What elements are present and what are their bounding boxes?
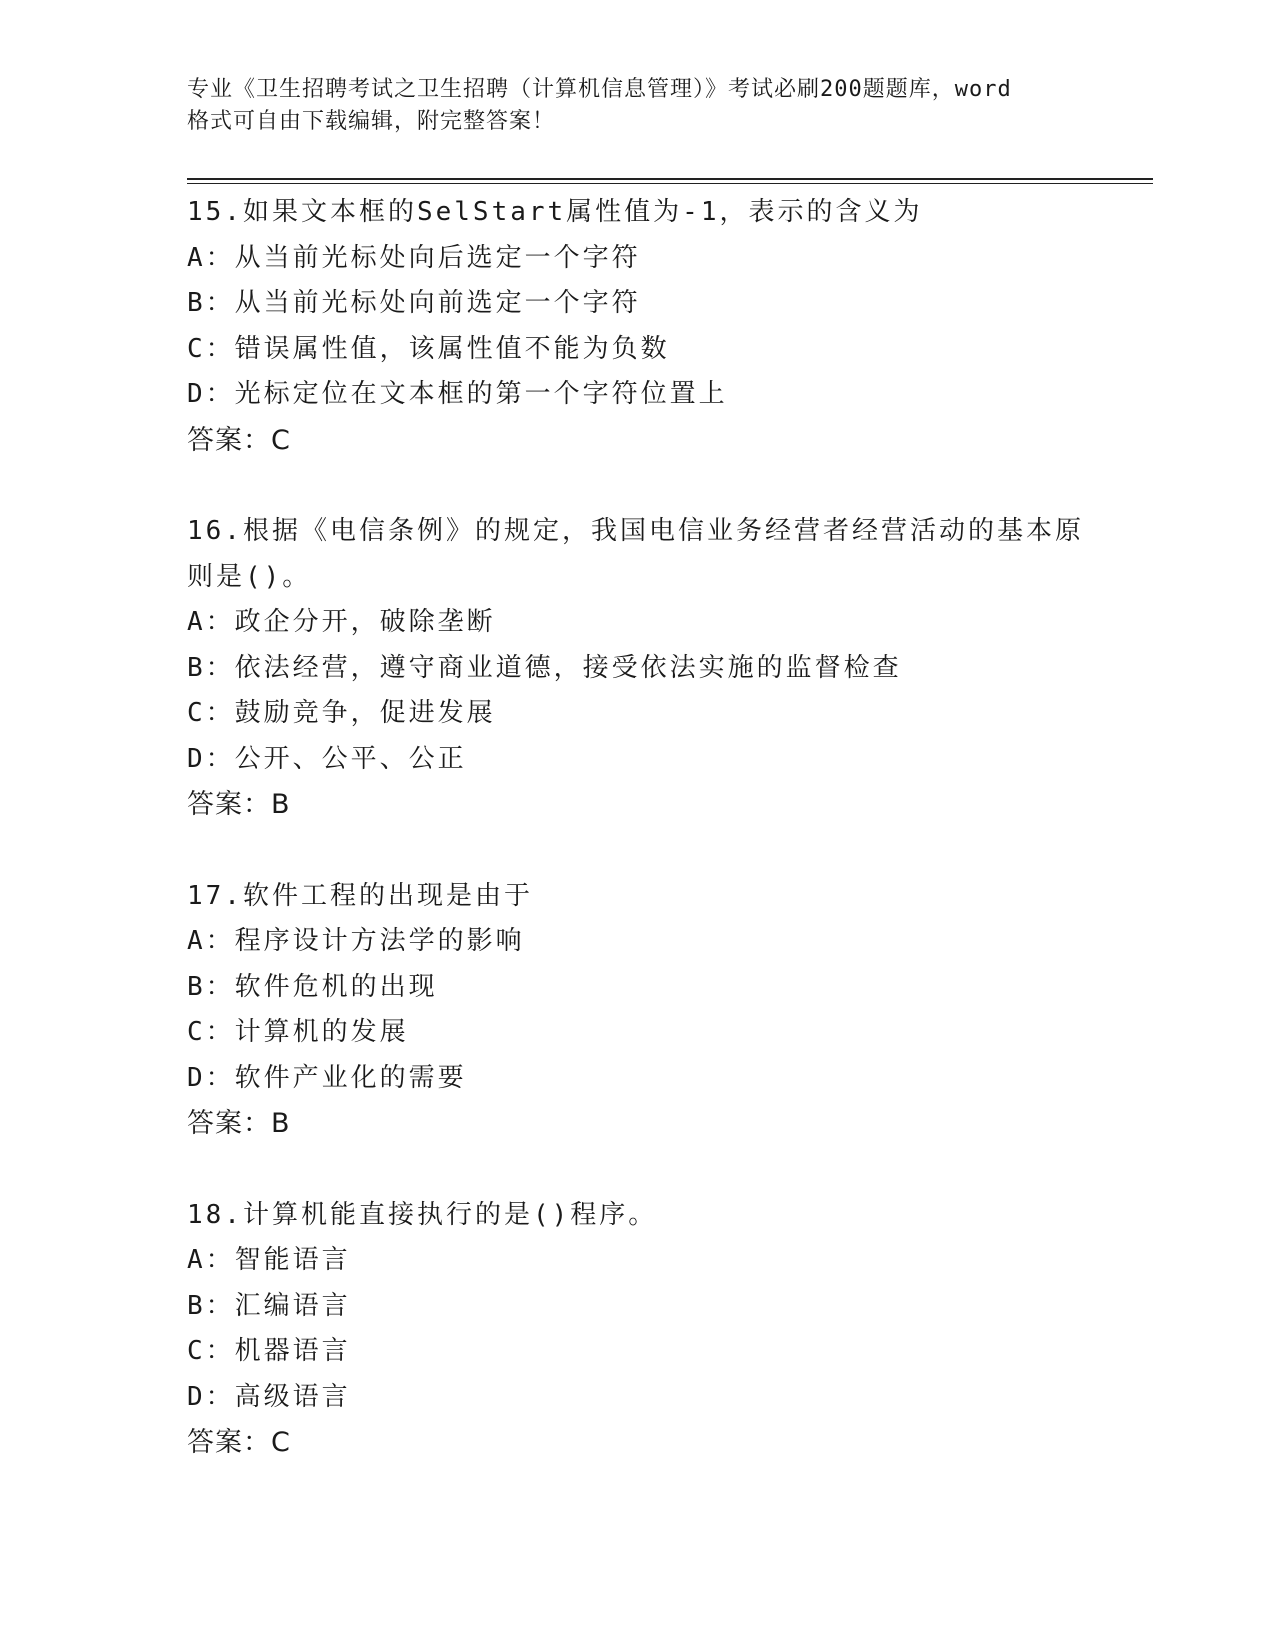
option-d: D：软件产业化的需要: [187, 1062, 467, 1093]
document-header: [187, 74, 1087, 138]
question-16: [187, 509, 1107, 828]
option-b: B：从当前光标处向前选定一个字符: [187, 288, 641, 318]
header-line-2: 格式可自由下载编辑，附完整答案！: [187, 109, 556, 134]
answer: 答案：C: [187, 424, 291, 456]
option-c: C：计算机的发展: [187, 1017, 409, 1047]
question-15: [187, 190, 1107, 463]
question-stem-continued: 则是()。: [187, 561, 312, 592]
answer: 答案：B: [187, 789, 291, 820]
option-a: A：从当前光标处向后选定一个字符: [187, 242, 641, 273]
header-line-1: 专业《卫生招聘考试之卫生招聘（计算机信息管理）》考试必刷200题题库，word: [187, 77, 1012, 102]
option-c: C：错误属性值，该属性值不能为负数: [187, 333, 670, 364]
option-b: B：软件危机的出现: [187, 971, 438, 1002]
answer: 答案：C: [187, 1427, 291, 1458]
option-a: A：程序设计方法学的影响: [187, 926, 525, 956]
question-stem: 15.如果文本框的SelStart属性值为-1，表示的含义为: [187, 197, 923, 227]
option-d: D：高级语言: [187, 1381, 351, 1412]
question-stem: 18.计算机能直接执行的是()程序。: [187, 1199, 658, 1230]
option-c: C：鼓励竞争，促进发展: [187, 698, 496, 728]
option-d: D：公开、公平、公正: [187, 743, 467, 774]
option-a: A：政企分开，破除垄断: [187, 607, 496, 637]
answer: 答案：B: [187, 1108, 291, 1139]
option-a: A：智能语言: [187, 1245, 351, 1275]
question-stem: 17.软件工程的出现是由于: [187, 880, 533, 911]
option-d: D：光标定位在文本框的第一个字符位置上: [187, 379, 728, 409]
question-stem: 16.根据《电信条例》的规定，我国电信业务经营者经营活动的基本原: [187, 516, 1084, 546]
option-b: B：依法经营，遵守商业道德，接受依法实施的监督检查: [187, 652, 902, 683]
question-18: [187, 1193, 1107, 1466]
header-divider-thin: [187, 183, 1153, 184]
option-c: C：机器语言: [187, 1336, 351, 1366]
question-17: [187, 874, 1107, 1147]
option-b: B：汇编语言: [187, 1290, 351, 1321]
header-divider: [187, 178, 1153, 180]
question-list: [187, 190, 1107, 1512]
